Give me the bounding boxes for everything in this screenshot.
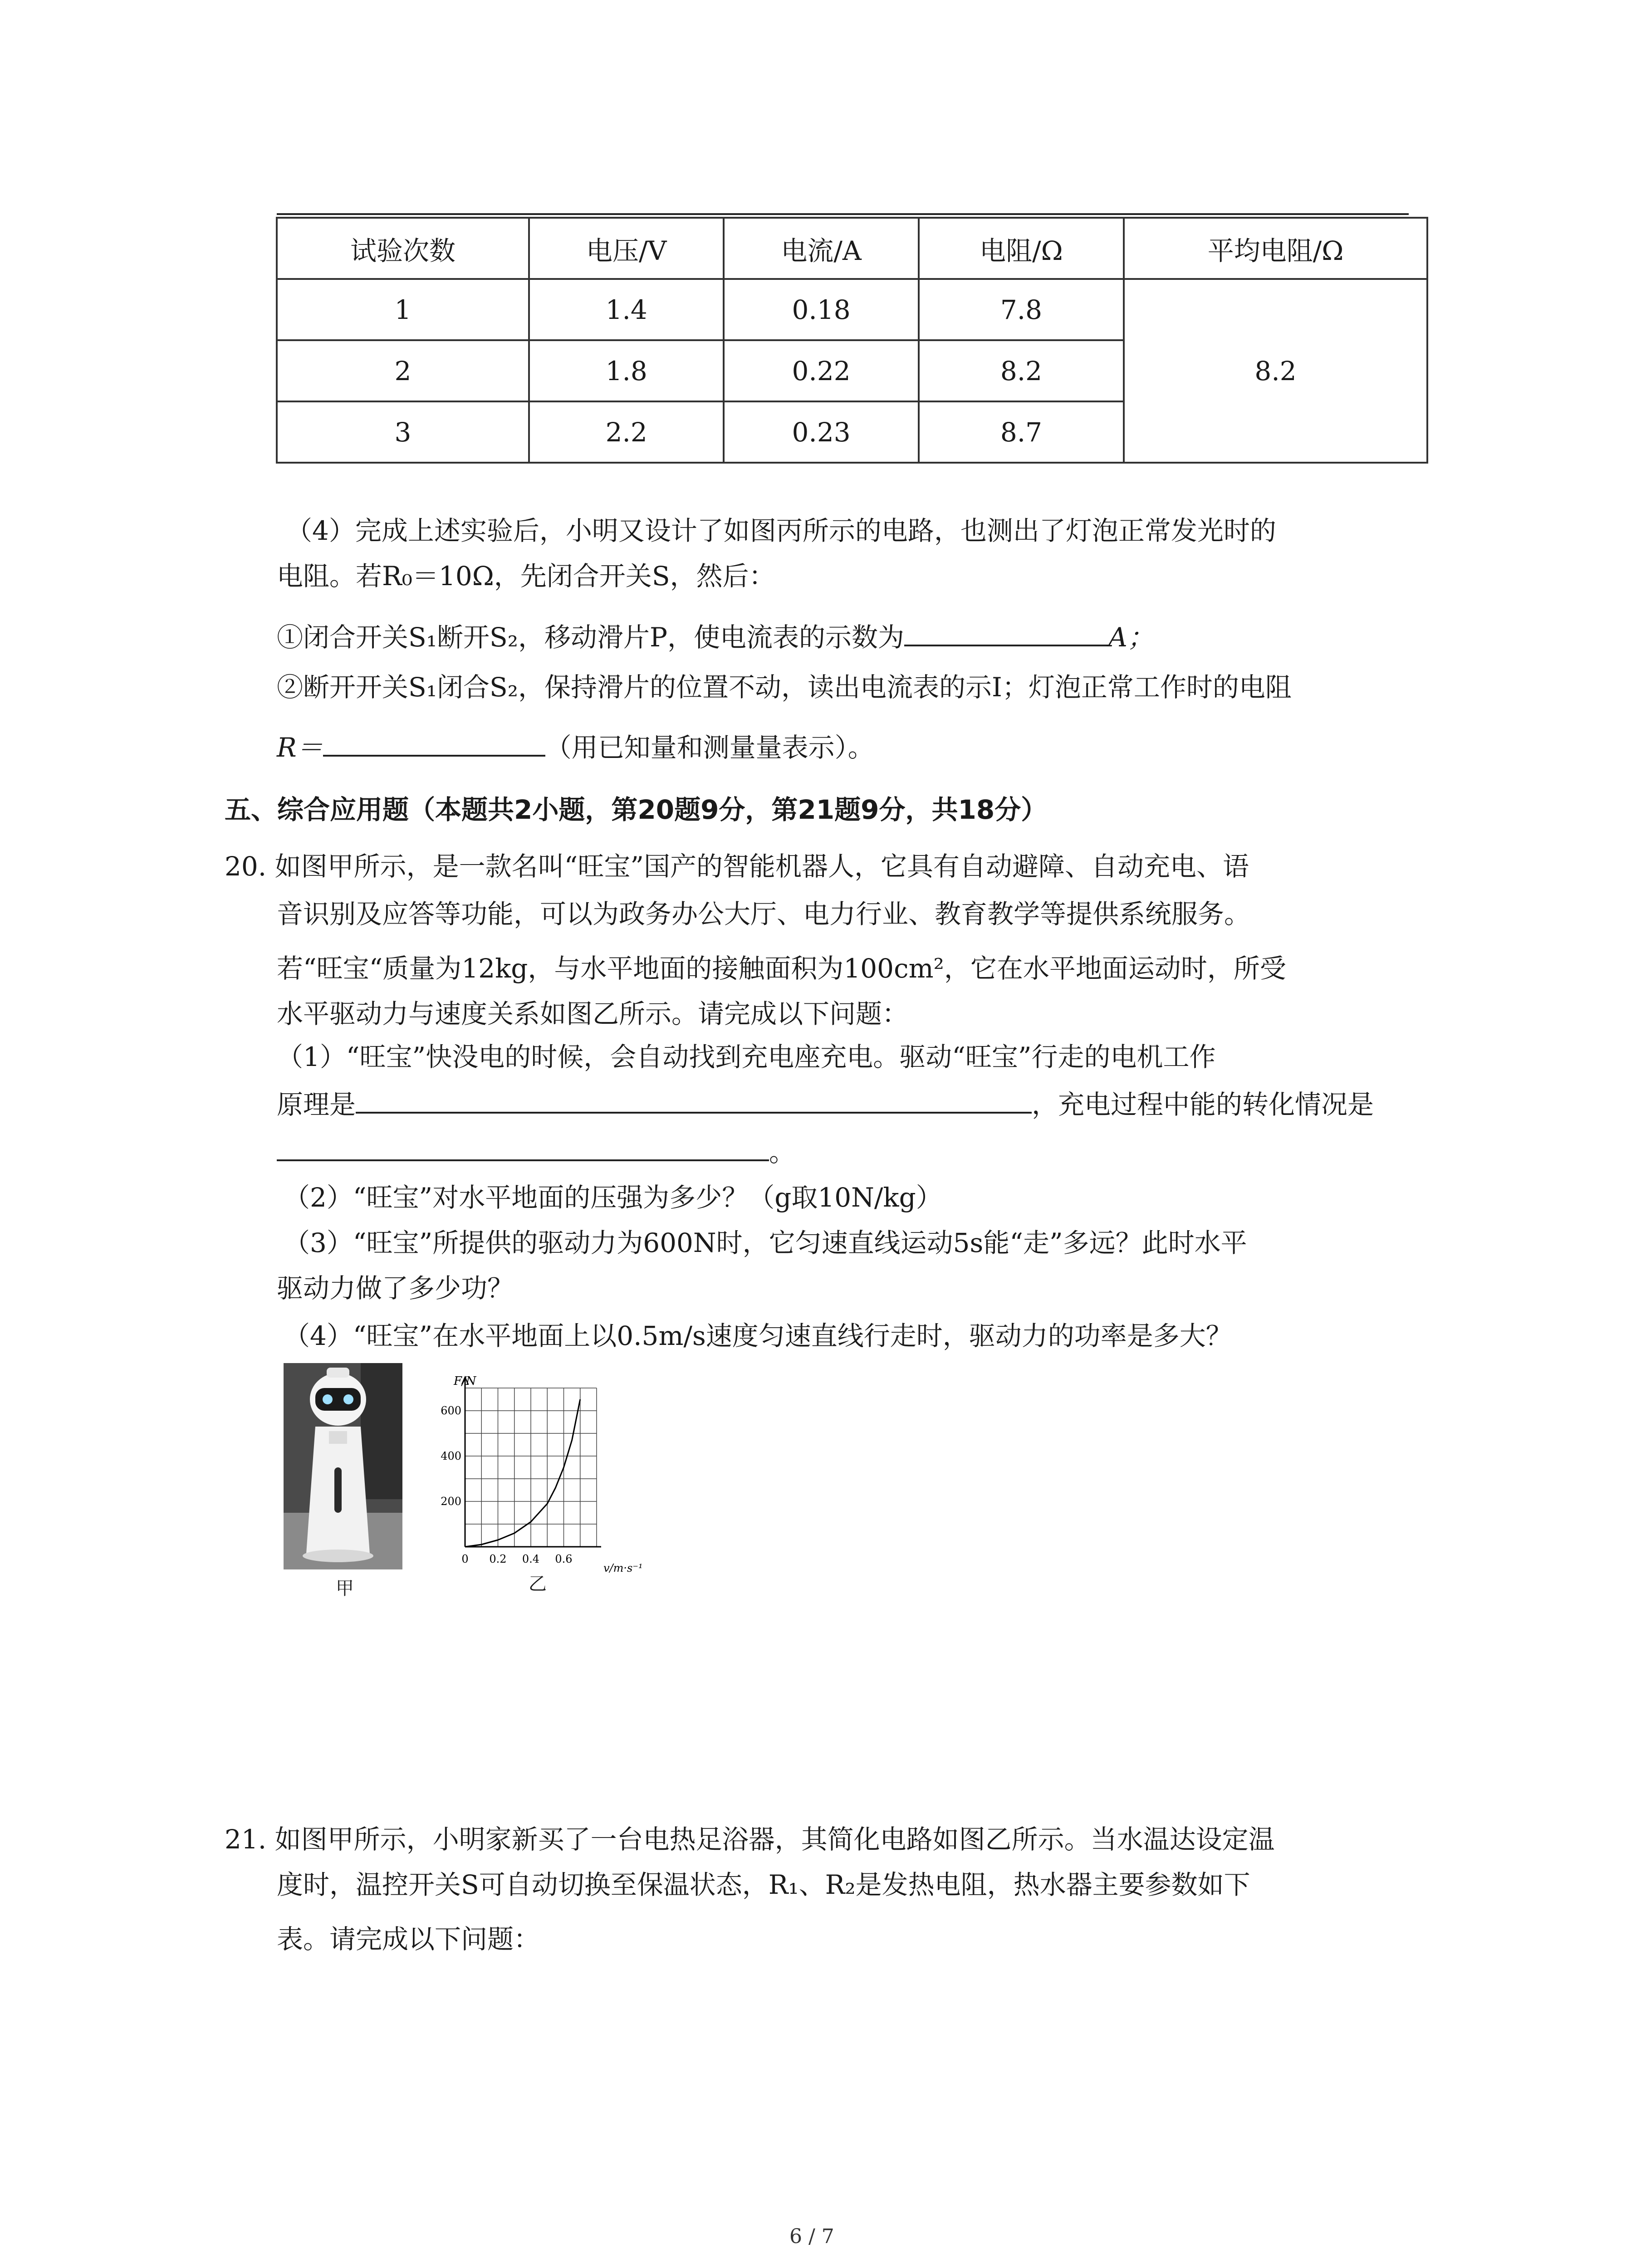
- robot-illustration: [284, 1363, 402, 1569]
- table-header: 平均电阻/Ω: [1124, 218, 1427, 279]
- y-tick-label: 600: [441, 1404, 461, 1417]
- table-cell: 8.7: [919, 401, 1124, 463]
- table-cell: 1.8: [529, 340, 724, 401]
- q19-4-step1-unit: A；: [1108, 622, 1154, 653]
- answer-suffix: （用已知量和测量量表示）。: [545, 732, 874, 763]
- results-table: [276, 217, 1428, 464]
- table-header: 电流/A: [724, 218, 918, 279]
- y-tick-label: 400: [441, 1450, 461, 1462]
- table-row: [277, 279, 1427, 340]
- table-cell: 2: [277, 340, 529, 401]
- answer-blank[interactable]: [356, 1086, 1032, 1114]
- q19-4-step1-text: ①闭合开关S₁断开S₂，移动滑片P，使电流表的示数为: [277, 622, 904, 653]
- q21-line3: 表。请完成以下问题：: [277, 1924, 540, 1955]
- x-tick-label: 0: [461, 1553, 469, 1565]
- q20-line1: 20. 如图甲所示，是一款名叫“旺宝”国产的智能机器人，它具有自动避障、自动充电、语: [225, 851, 1249, 882]
- q20-p4: （4）“旺宝”在水平地面上以0.5m/s速度匀速直线行走时，驱动力的功率是多大？: [284, 1320, 1232, 1351]
- table-header: 电压/V: [529, 218, 724, 279]
- table-cell: 0.23: [724, 401, 918, 463]
- table-header: 电阻/Ω: [919, 218, 1124, 279]
- x-tick-label: 0.4: [522, 1553, 540, 1565]
- section-heading: 五、综合应用题（本题共2小题，第20题9分，第21题9分，共18分）: [225, 794, 1048, 825]
- answer-blank[interactable]: [904, 619, 1108, 646]
- q21-line2: 度时，温控开关S可自动切换至保温状态，R₁、R₂是发热电阻，热水器主要参数如下: [277, 1869, 1250, 1900]
- q20-p3-line2: 驱动力做了多少功？: [277, 1273, 514, 1304]
- y-tick-label: 200: [441, 1495, 461, 1508]
- table-cell: 8.2: [919, 340, 1124, 401]
- q20-p3-line1: （3）“旺宝”所提供的驱动力为600N时，它匀速直线运动5s能“走”多远？此时水平: [284, 1227, 1247, 1258]
- table-cell: 3: [277, 401, 529, 463]
- force-speed-curve: [465, 1399, 580, 1547]
- q20-line2: 音识别及应答等功能，可以为政务办公大厅、电力行业、教育教学等提供系统服务。: [277, 899, 1251, 929]
- answer-blank[interactable]: [323, 729, 545, 757]
- q20-p1-line3: [277, 1134, 795, 1170]
- q20-p1-prefix: 原理是: [277, 1089, 356, 1120]
- robot-photo: [284, 1363, 402, 1569]
- q20-p1-line1: （1）“旺宝”快没电的时候，会自动找到充电座充电。驱动“旺宝”行走的电机工作: [277, 1041, 1216, 1072]
- x-tick-label: 0.6: [555, 1553, 573, 1565]
- q20-p1-middle: ，充电过程中能的转化情况是: [1032, 1089, 1374, 1120]
- table-cell: 7.8: [919, 279, 1124, 340]
- x-tick-label: 0.2: [489, 1553, 507, 1565]
- top-rule: [277, 213, 1409, 215]
- table-cell: 1: [277, 279, 529, 340]
- figure-caption-b: 乙: [529, 1574, 547, 1594]
- table-cell: 1.4: [529, 279, 724, 340]
- q19-4-step1: [277, 619, 1154, 655]
- q19-4-step2: ②断开开关S₁闭合S₂，保持滑片的位置不动，读出电流表的示I；灯泡正常工作时的电阻: [277, 672, 1292, 703]
- q20-line4: 水平驱动力与速度关系如图乙所示。请完成以下问题：: [277, 998, 909, 1029]
- chart-series: [465, 1399, 580, 1547]
- q19-4-answer-line: [277, 729, 874, 766]
- answer-prefix: R＝: [277, 732, 323, 763]
- table-cell: 0.22: [724, 340, 918, 401]
- chart-ticks: [441, 1404, 572, 1565]
- force-speed-chart: [422, 1372, 676, 1585]
- table-header: 试验次数: [277, 218, 529, 279]
- q20-p1-line2: [277, 1086, 1374, 1123]
- q20-p1-end: 。: [769, 1137, 796, 1168]
- q19-4-line1: （4）完成上述实验后，小明又设计了如图丙所示的电路，也测出了灯泡正常发光时的: [286, 515, 1276, 546]
- q19-4-line2: 电阻。若R₀＝10Ω，先闭合开关S，然后：: [277, 561, 775, 591]
- y-axis-label: F/N: [454, 1374, 476, 1388]
- q20-line3: 若“旺宝“质量为12kg，与水平地面的接触面积为100cm²，它在水平地面运动时，所受: [277, 953, 1286, 984]
- answer-blank[interactable]: [277, 1134, 769, 1161]
- table-cell: 0.18: [724, 279, 918, 340]
- average-resistance-cell: 8.2: [1124, 279, 1427, 463]
- figure-caption-a: 甲: [336, 1578, 354, 1599]
- table-header-row: [277, 218, 1427, 279]
- x-axis-label: v/m·s⁻¹: [603, 1562, 643, 1574]
- q21-line1: 21. 如图甲所示，小明家新买了一台电热足浴器，其简化电路如图乙所示。当水温达设定温: [225, 1824, 1275, 1855]
- chart-grid: [465, 1388, 597, 1547]
- table-cell: 2.2: [529, 401, 724, 463]
- page-number: 6 / 7: [789, 2225, 834, 2248]
- q20-p2: （2）“旺宝”对水平地面的压强为多少？（g取10N/kg）: [284, 1182, 942, 1213]
